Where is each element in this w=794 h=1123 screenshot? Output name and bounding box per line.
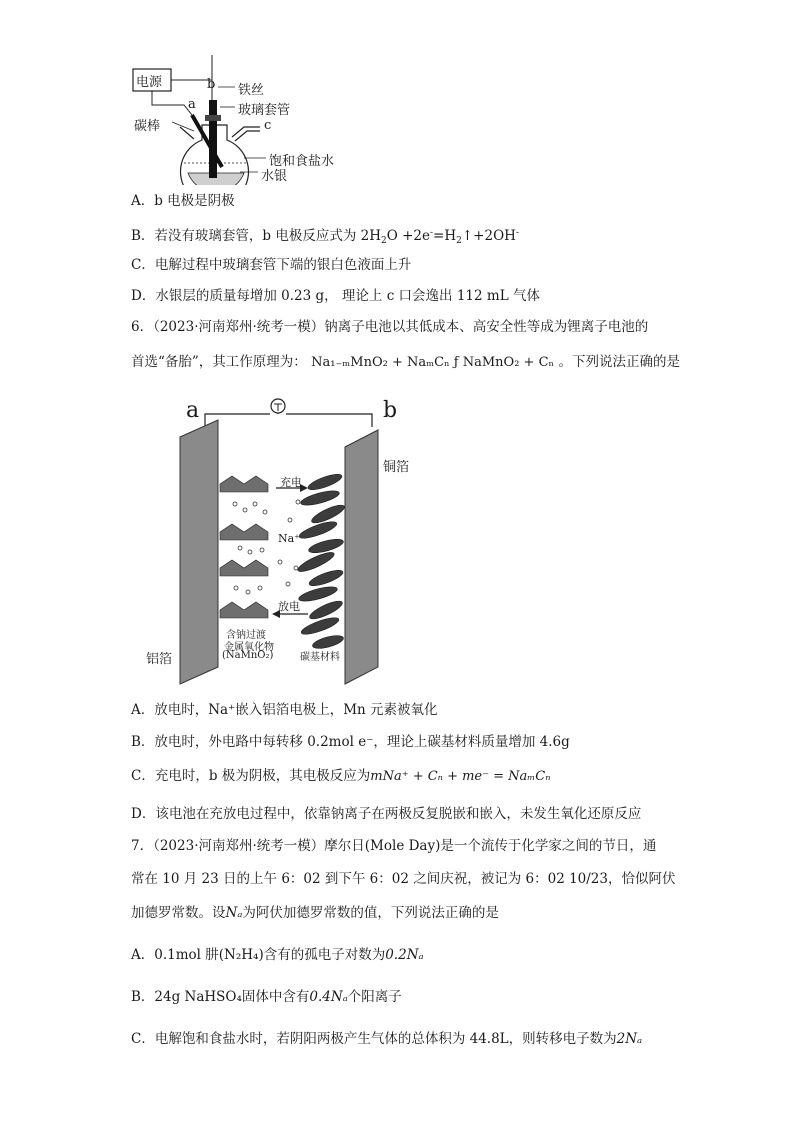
q7-option-c [131,1029,642,1049]
q6-option-a: A．放电时，Na⁺嵌入铝箔电极上，Mn 元素被氧化 [131,702,438,718]
q5-b-sup-1: - [430,228,434,238]
electrode-a-label: a [186,398,200,423]
q5-b-sup-2: - [515,228,519,238]
q7-b-text-3: 个阳离子 [347,989,402,1005]
carbon-rod-label: 碳棒 [134,119,161,134]
q5-b-text-4: ↑+2OH [461,228,516,244]
q7-a-formula: (N₂H₄) [218,947,264,963]
electrolysis-apparatus-figure [132,55,372,185]
electrode-b-label: b [207,77,216,92]
q7-a-value: 0.2Nₐ [385,947,424,963]
power-label: 电源 [136,75,163,90]
q7-option-b [131,987,402,1007]
q7-stem-line-1: 7．（2023·河南郑州·统考一模）摩尔日(Mole Day)是一个流传于化学家之间的节日，通 [131,838,657,854]
q7-stem-line-2: 常在 10 月 23 日的上午 6：02 到下午 6：02 之间庆祝，被记为 6：02 10/23，恰似阿伏 [131,871,676,887]
sodium-ion-label: Na⁺ [278,532,300,545]
q7-b-text-2: 固体中含有 [241,989,310,1005]
iron-wire-label: 铁丝 [238,83,265,98]
q7-stem-3-post: 为阿伏加德罗常数的值，下列说法正确的是 [242,905,499,921]
q5-option-a: A．b 电极是阴极 [131,193,235,209]
aluminum-foil-label: 铝箔 [146,652,173,667]
q5-option-d: D．水银层的质量每增加 0.23 g， 理论上 c 口会逸出 112 mL 气体 [131,288,540,304]
q6-c-equation: mNa⁺ + Cₙ + me⁻ = NaₘCₙ [370,769,551,784]
q6-stem-2-pre: 首选“备胎”，其工作原理为： [131,354,307,370]
q7-stem-3-pre: 加德罗常数。设 [131,905,226,921]
copper-foil-label: 铜箔 [383,460,410,475]
q5-option-b [131,223,519,251]
q6-stem-line-1: 6．（2023·河南郑州·统考一模）钠离子电池以其低成本、高安全性等成为锂离子电池的 [131,319,649,335]
q6-stem-line-2 [131,352,680,373]
q5-b-sub-1: 2 [381,236,387,246]
q6-reaction-formula: Na₁₋ₘMnO₂ + NaₘCₙ ƒ NaMnO₂ + Cₙ [311,355,555,370]
q7-stem-line-3 [131,903,499,923]
q7-b-value: 0.4Nₐ [309,989,348,1005]
q5-b-sub-2: 2 [456,236,462,246]
q6-stem-2-post: 。下列说法正确的是 [558,354,680,370]
q7-avogadro-symbol: Nₐ [225,905,243,921]
brine-label: 饱和食盐水 [269,154,335,169]
q6-option-b: B．放电时，外电路中每转移 0.2mol e⁻，理论上碳基材料质量增加 4.6g [131,734,570,750]
q7-c-text: C．电解饱和食盐水时，若阴阳两极产生气体的总体积为 44.8L，则转移电子数为 [131,1031,617,1047]
mercury-label: 水银 [261,169,288,184]
q5-option-c: C．电解过程中玻璃套管下端的银白色液面上升 [131,257,412,273]
carbon-material-label: 碳基材料 [300,652,340,663]
apparatus-drawing [132,55,372,185]
discharge-label: 放电 [278,600,300,613]
battery-figure [140,392,420,692]
q6-option-d: D．该电池在充放电过程中，依靠钠离子在两极反复脱嵌和嵌入，未发生氧化还原反应 [131,806,642,822]
q7-option-a [131,945,424,965]
electrode-b-label: b [383,398,398,423]
charge-label: 充电 [280,476,302,489]
cathode-label-3: (NaMnO₂) [222,650,274,661]
q7-b-text-1: B． [131,989,155,1005]
electrode-a-label: a [188,97,196,112]
cathode-label-2: 金属氧化物 [224,642,274,653]
q7-c-value: 2Nₐ [616,1031,643,1047]
q7-a-text-1: A．0.1mol 肼 [131,947,219,963]
q5-b-text-3: =H [433,228,457,244]
q7-a-text-2: 含有的孤电子对数为 [263,947,386,963]
q7-b-formula: 24g NaHSO₄ [154,989,242,1005]
q5-b-text-2: O +2e [386,228,430,244]
q6-c-text: C．充电时，b 极为阴极，其电极反应为 [131,768,371,784]
cathode-label-1: 含钠过渡 [226,630,266,641]
outlet-c-label: c [264,118,272,133]
glass-sleeve-label: 玻璃套管 [238,103,291,118]
q6-option-c [131,766,550,787]
q5-b-text-1: B．若没有玻璃套管，b 电极反应式为 2H [131,228,382,244]
